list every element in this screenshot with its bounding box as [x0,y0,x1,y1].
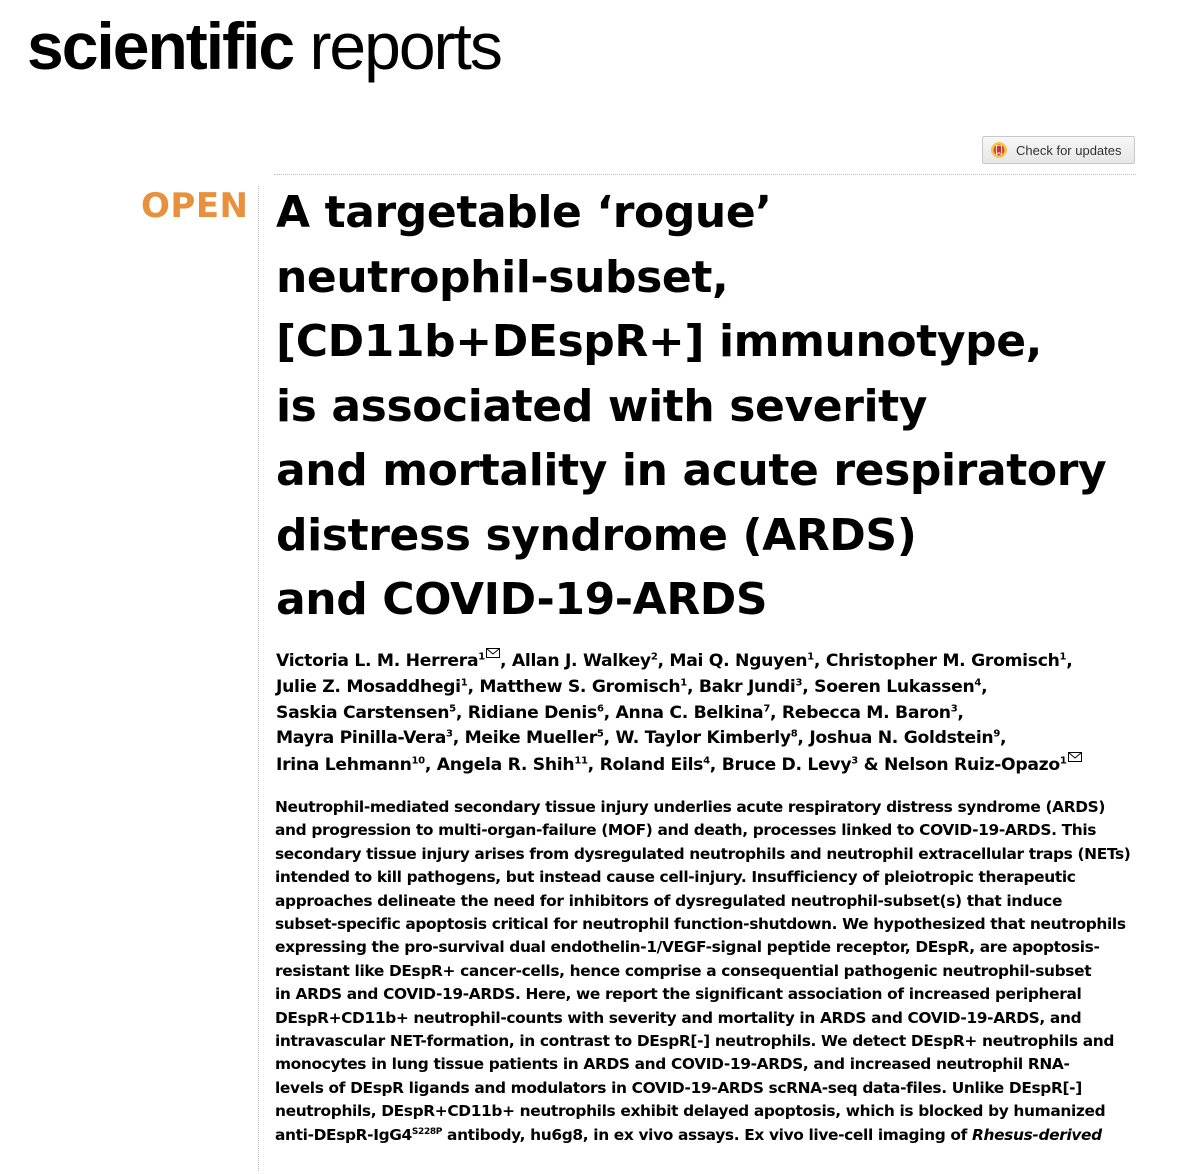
author-separator: , [957,702,964,723]
affiliation-ref[interactable]: 1 [807,651,814,663]
author-name[interactable]: , Roland Eils [587,755,704,776]
abstract-text: antibody, hu6g8, in ex vivo assays. Ex vivo live-cell imaging of [442,1125,972,1144]
author-name[interactable]: , Soeren Lukassen [802,676,975,697]
affiliation-ref[interactable]: 6 [596,702,604,714]
abstract-line: monocytes in lung tissue patients in ARDS and COVID-19-ARDS, and increased neutrophil RNA- [275,1055,1070,1074]
check-updates-label: Check for updates [1016,142,1122,158]
author-name[interactable]: , Bruce D. Levy [709,755,852,776]
author-line [276,675,1176,701]
title-line: and mortality in acute respiratory [276,445,1107,496]
title-line: A targetable ‘rogue’ [276,187,772,238]
author-name[interactable]: , Angela R. Shih [424,755,575,776]
title-line: and COVID-19-ARDS [276,574,768,625]
abstract-line: resistant like DEspR+ cancer-cells, hence comprise a consequential pathogenic neutrophil-subset [275,961,1092,980]
affiliation-ref[interactable]: 1 [478,651,485,663]
author-name[interactable]: Mayra Pinilla-Vera [276,728,447,749]
author-line [276,726,1176,752]
author-name[interactable]: , Anna C. Belkina [603,702,764,723]
abstract-line: in ARDS and COVID-19-ARDS. Here, we report the significant association of increased peripheral [275,985,1082,1004]
author-list [276,648,1176,779]
abstract-text: anti-DEspR-IgG4 [275,1125,412,1144]
check-for-updates-button[interactable] [982,136,1135,164]
abstract-line: intended to kill pathogens, but instead cause cell-injury. Insufficiency of pleiotropic therapeutic [275,868,1076,887]
abstract-line: subset-specific apoptosis critical for neutrophil function-shutdown. We hypothesized that neutrophils [275,915,1126,934]
abstract-line: neutrophils, DEspR+CD11b+ neutrophils exhibit delayed apoptosis, which is blocked by humanized [275,1102,1106,1121]
margin-divider [258,186,259,1171]
author-name[interactable]: , Mai Q. Nguyen [657,651,808,671]
author-name[interactable]: , Christopher M. Gromisch [813,651,1060,671]
author-name[interactable]: , W. Taylor Kimberly [603,728,791,749]
abstract-line: expressing the pro-survival dual endothelin-1/VEGF-signal peptide receptor, DEspR, are apoptosis- [275,938,1100,957]
affiliation-ref[interactable]: 5 [596,728,604,740]
title-line: is associated with severity [276,380,928,432]
author-line [276,701,1176,727]
header-divider [274,174,1136,175]
mail-icon[interactable] [486,648,500,658]
abstract [275,796,1175,1147]
author-line [276,648,1176,675]
author-line [276,752,1176,779]
title-line: neutrophil-subset, [276,251,729,303]
journal-name-light: reports [309,9,501,83]
author-name[interactable]: Irina Lehmann [276,755,412,776]
author-name[interactable]: , Ridiane Denis [455,702,597,723]
author-name[interactable]: Saskia Carstensen [276,702,450,723]
affiliation-ref[interactable]: 11 [574,755,588,767]
abstract-line: approaches delineate the need for inhibitors of dysregulated neutrophil-subset(s) that induce [275,891,1063,910]
abstract-line: DEspR+CD11b+ neutrophil-counts with severity and mortality in ARDS and COVID-19-ARDS, and [275,1008,1082,1027]
title-line: distress syndrome (ARDS) [276,509,917,561]
affiliation-ref[interactable]: 3 [446,728,453,740]
author-name[interactable]: & Nelson Ruiz-Opazo [857,755,1060,776]
affiliation-ref[interactable]: 5 [449,702,456,714]
mail-icon[interactable] [1068,752,1082,762]
affiliation-ref[interactable]: 3 [795,677,803,689]
author-name[interactable]: Victoria L. M. Herrera [276,651,479,671]
affiliation-ref[interactable]: 4 [974,677,982,689]
journal-name-bold: scientific [27,9,294,83]
author-name[interactable]: Julie Z. Mosaddhegi [276,676,461,697]
abstract-line: and progression to multi-organ-failure (MOF) and death, processes linked to COVID-19-ARDS. This [275,821,1097,840]
author-name[interactable]: , Meike Mueller [452,728,597,749]
abstract-line: levels of DEspR ligands and modulators in COVID-19-ARDS scRNA-seq data-files. Unlike DEspR[-] [275,1078,1082,1097]
author-separator: , [1000,728,1007,749]
affiliation-ref[interactable]: 1 [460,677,468,689]
affiliation-ref[interactable]: 2 [650,651,658,663]
affiliation-ref[interactable]: 7 [763,702,770,714]
abstract-italic: Rhesus-derived [971,1125,1102,1144]
affiliation-ref[interactable]: 10 [411,755,425,767]
affiliation-ref[interactable]: 3 [851,755,858,767]
affiliation-ref[interactable]: 1 [1059,651,1067,663]
author-name[interactable]: , Allan J. Walkey [499,651,651,671]
author-separator: , [981,676,988,697]
affiliation-ref[interactable]: 1 [680,677,687,689]
affiliation-ref[interactable]: 1 [1059,755,1067,767]
abstract-line: secondary tissue injury arises from dysregulated neutrophils and neutrophil extracellular traps (NETs) [275,844,1131,863]
author-name[interactable]: , Rebecca M. Baron [769,702,951,723]
affiliation-ref[interactable]: 4 [703,755,710,767]
abstract-line [275,1124,1175,1147]
abstract-line: intravascular NET-formation, in contrast to DEspR[-] neutrophils. We detect DEspR+ neutrophils and [275,1032,1114,1051]
author-name[interactable]: , Joshua N. Goldstein [797,728,994,749]
affiliation-ref[interactable]: 8 [790,728,798,740]
title-line: [CD11b+DEspR+] immunotype, [276,316,1042,367]
abstract-line: Neutrophil-mediated secondary tissue injury underlies acute respiratory distress syndrome (ARDS) [275,798,1106,816]
article-title [276,181,1156,633]
affiliation-ref[interactable]: 9 [993,728,1001,740]
author-name[interactable]: , Matthew S. Gromisch [467,676,681,697]
affiliation-ref[interactable]: 3 [950,702,958,714]
check-updates-icon [990,141,1008,159]
author-separator: , [1066,651,1073,671]
open-access-label: OPEN [141,186,249,226]
author-name[interactable]: , Bakr Jundi [686,676,796,697]
abstract-superscript: S228P [411,1126,443,1137]
journal-logo [27,6,501,86]
